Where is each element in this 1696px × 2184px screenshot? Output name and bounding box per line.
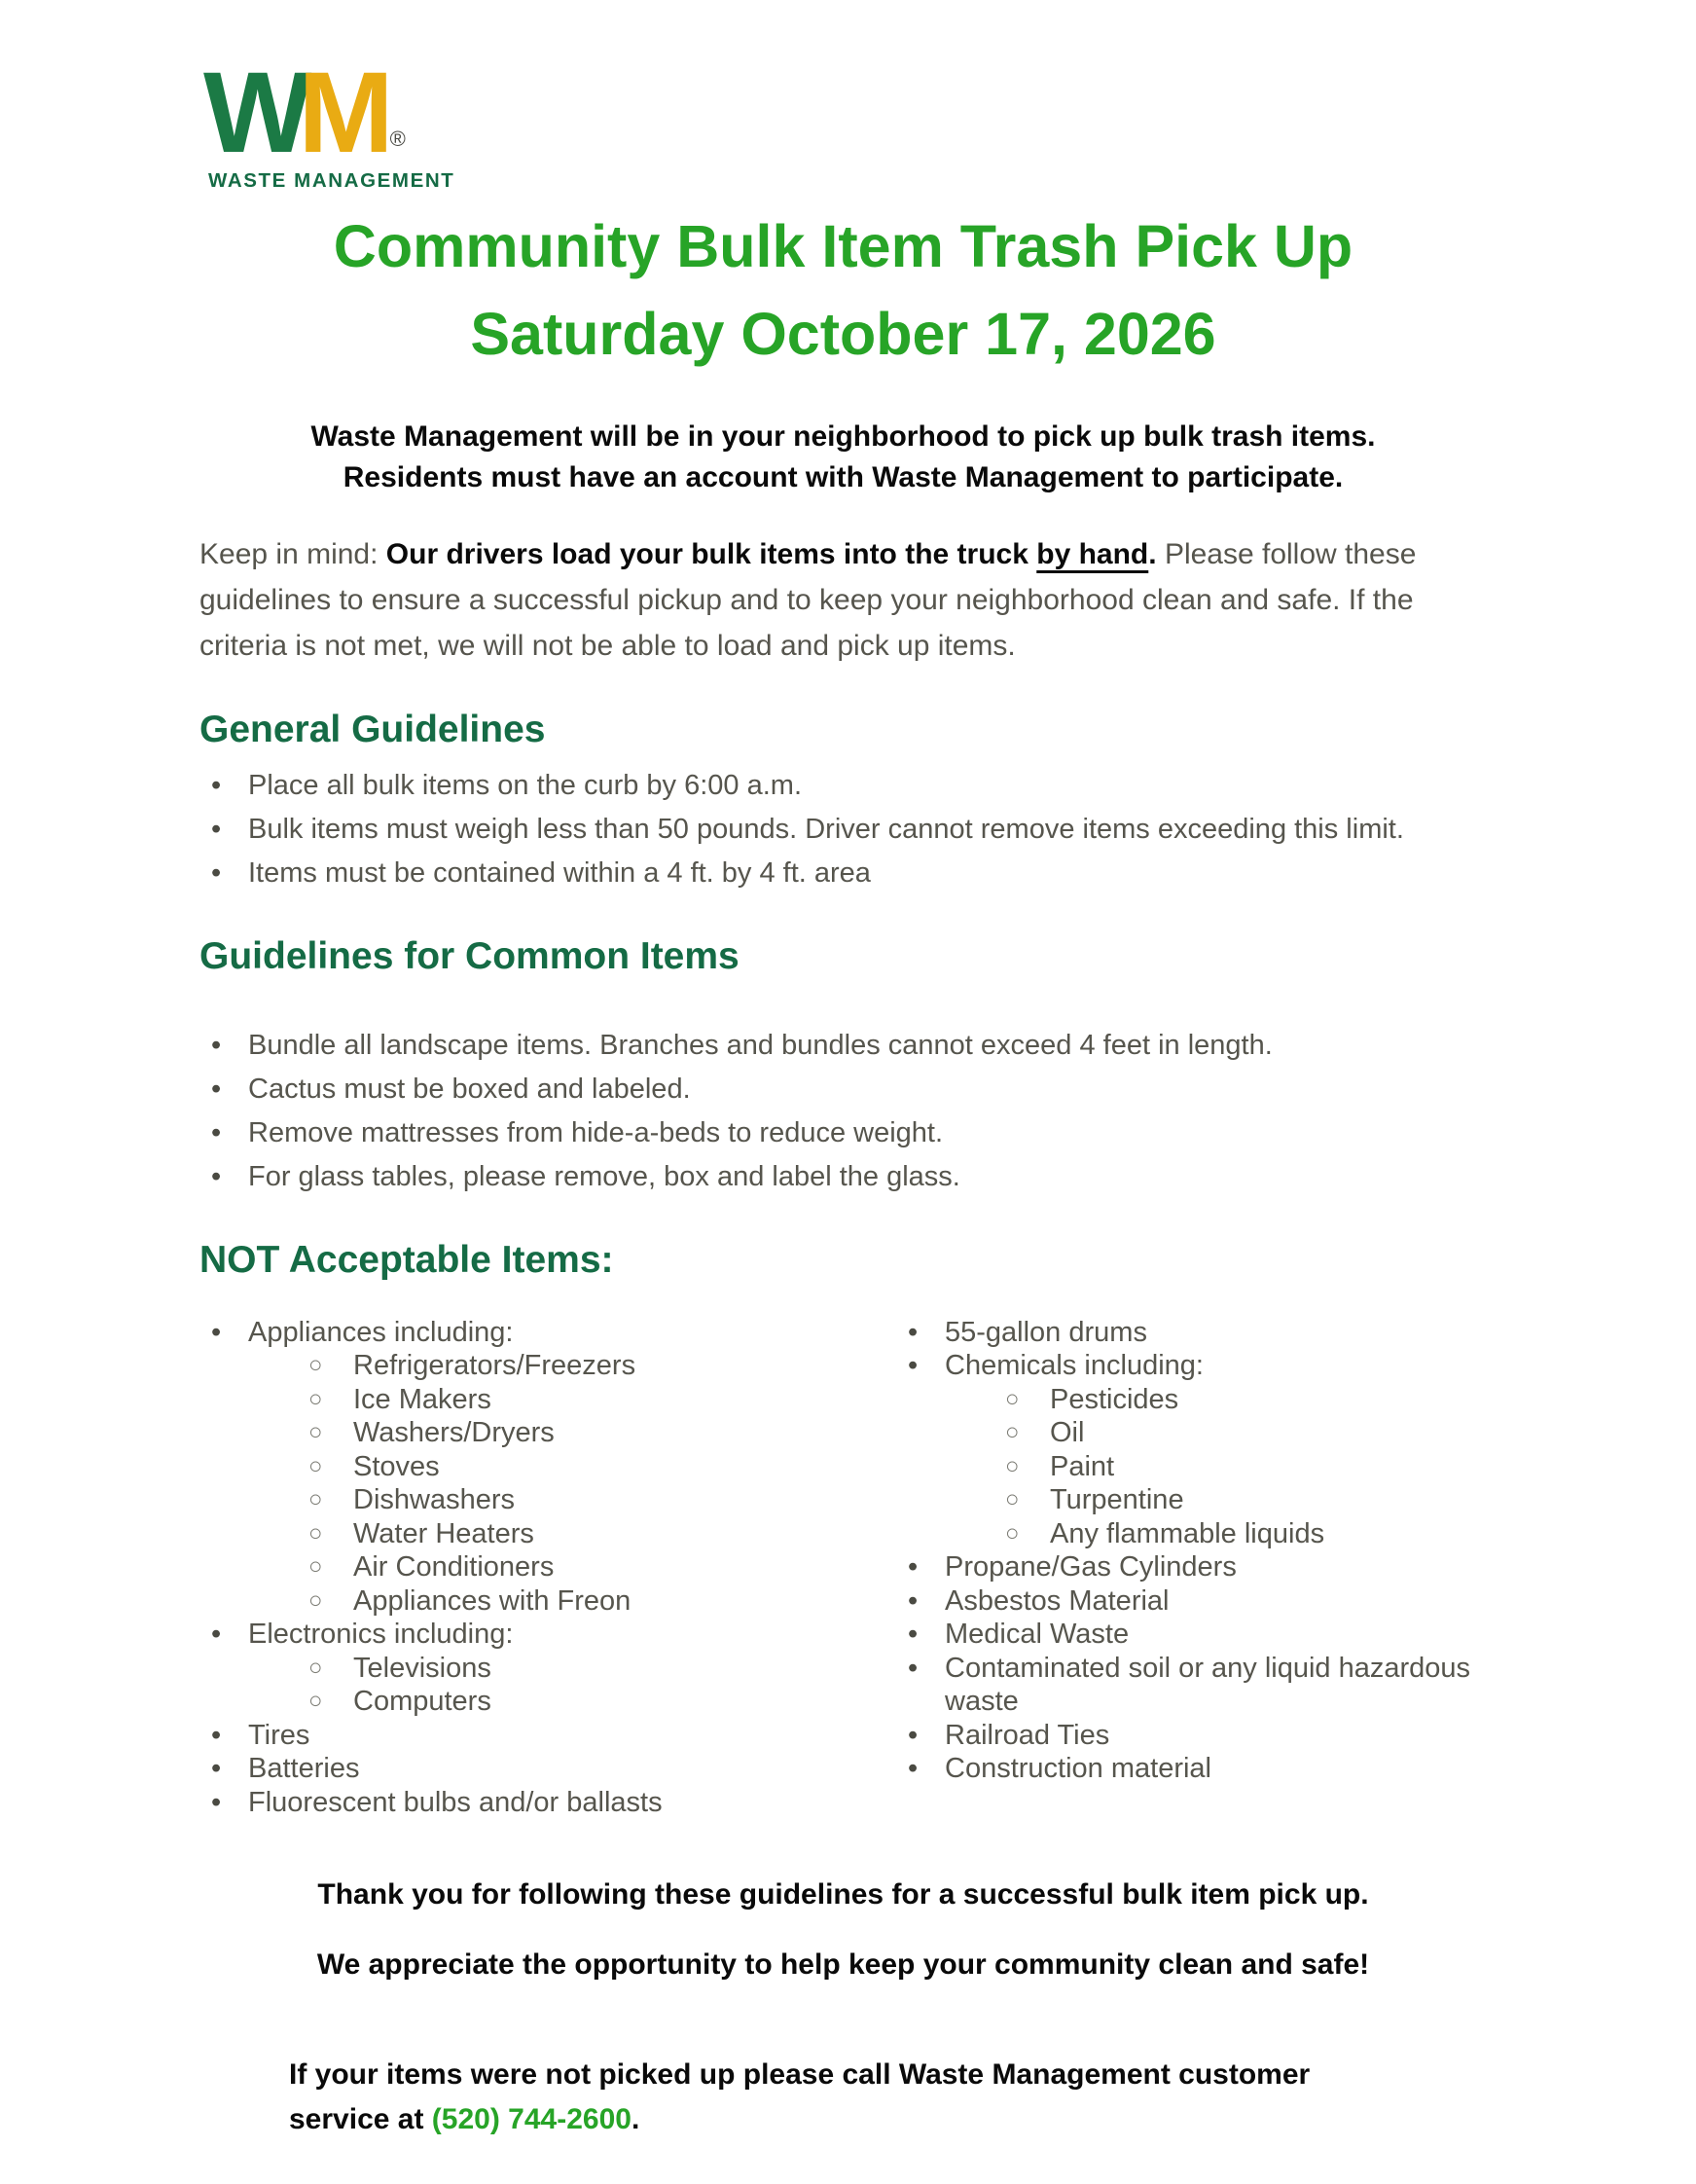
not-acceptable-right-column: [896, 1316, 1487, 1820]
contact-suffix: .: [631, 2103, 640, 2136]
list-item: • Items must be contained within a 4 ft. by 4 ft. area: [199, 852, 1487, 895]
list-item-label: Appliances including:: [248, 1316, 514, 1348]
list-item-label: Propane/Gas Cylinders: [945, 1551, 1237, 1583]
flyer-title: [199, 206, 1487, 374]
section-heading-common-items: Guidelines for Common Items: [199, 934, 740, 977]
list-item: • Place all bulk items on the curb by 6:00 a.m.: [199, 764, 1487, 808]
wm-logo-letters: [203, 49, 1487, 177]
intro-paragraph: [199, 417, 1487, 498]
list-item: • Bulk items must weigh less than 50 pounds. Driver cannot remove items exceeding this limit.: [199, 808, 1487, 852]
sub-list-item: ○ Computers: [248, 1685, 842, 1719]
contact-line-1: If your items were not picked up please call Waste Management customer: [289, 2058, 1311, 2092]
list-item: • Cactus must be boxed and labeled.: [199, 1068, 1487, 1111]
not-acceptable-left-column: [199, 1316, 842, 1820]
not-acceptable-left-list: [199, 1316, 842, 1820]
section-heading-general-guidelines: General Guidelines: [199, 708, 546, 750]
list-item: • For glass tables, please remove, box and label the glass.: [199, 1155, 1487, 1199]
sub-list-item: ○ Paint: [945, 1450, 1487, 1484]
sub-list-item: ○ Dishwashers: [248, 1483, 842, 1517]
list-item-label: Medical Waste: [945, 1619, 1130, 1651]
sub-list-item: ○ Air Conditioners: [248, 1550, 842, 1584]
sub-list-item: ○ Turpentine: [945, 1483, 1487, 1517]
list-item: [896, 1550, 1487, 1584]
list-item-label: Contaminated soil or any liquid hazardous waste: [945, 1652, 1471, 1718]
list-item-label: Batteries: [248, 1753, 360, 1785]
list-item-label: Electronics including:: [248, 1619, 514, 1651]
sub-list-item: ○ Oil: [945, 1416, 1487, 1450]
appreciate-line: We appreciate the opportunity to help keep your community clean and safe!: [316, 1948, 1370, 1982]
thank-you-line: Thank you for following these guidelines for a successful bulk item pick up.: [317, 1878, 1369, 1911]
contact-paragraph: [289, 2053, 1487, 2142]
general-guidelines-list: [199, 764, 1487, 895]
list-item: [896, 1719, 1487, 1753]
sub-list-item: ○ Any flammable liquids: [945, 1517, 1487, 1551]
logo-m-letter: M: [298, 49, 380, 177]
logo-wordmark: WASTE MANAGEMENT: [208, 168, 455, 192]
sub-list-item: ○ Televisions: [248, 1652, 842, 1686]
sub-list-item: ○ Appliances with Freon: [248, 1584, 842, 1619]
intro-line-2: Residents must have an account with Waste Management to participate.: [343, 460, 1344, 493]
list-item: [199, 1316, 842, 1619]
list-item: [199, 1752, 842, 1786]
intro-line-1: Waste Management will be in your neighborhood to pick up bulk trash items.: [310, 419, 1376, 453]
sub-list-item: ○ Refrigerators/Freezers: [248, 1349, 842, 1383]
common-items-list: [199, 1024, 1487, 1199]
list-item: [896, 1584, 1487, 1619]
keep-in-mind-prefix: Keep in mind:: [199, 537, 386, 570]
list-item: • Bundle all landscape items. Branches and bundles cannot exceed 4 feet in length.: [199, 1024, 1487, 1068]
keep-in-mind-paragraph: [199, 531, 1487, 669]
list-item-label: 55-gallon drums: [945, 1316, 1147, 1348]
sub-list-item: ○ Stoves: [248, 1450, 842, 1484]
not-acceptable-columns: [199, 1316, 1487, 1820]
phone-number: (520) 744-2600: [431, 2103, 631, 2136]
list-item-label: Railroad Ties: [945, 1719, 1110, 1751]
list-item: [896, 1652, 1487, 1719]
list-item-label: Chemicals including:: [945, 1350, 1204, 1382]
keep-in-mind-bold: Our drivers load your bulk items into the truck: [385, 537, 1037, 570]
sub-list: [945, 1383, 1487, 1551]
list-item-label: Tires: [248, 1719, 310, 1751]
list-item: • Remove mattresses from hide-a-beds to reduce weight.: [199, 1111, 1487, 1155]
keep-in-mind-underlined: by hand: [1036, 537, 1149, 570]
list-item: [199, 1786, 842, 1820]
list-item: [199, 1618, 842, 1719]
list-item: [199, 1719, 842, 1753]
list-item: [896, 1752, 1487, 1786]
logo-w-letter: W: [203, 49, 299, 177]
not-acceptable-right-list: [896, 1316, 1487, 1786]
list-item-label: Construction material: [945, 1753, 1211, 1785]
section-heading-not-acceptable: NOT Acceptable Items:: [199, 1238, 614, 1281]
sub-list: [248, 1652, 842, 1719]
list-item-label: Fluorescent bulbs and/or ballasts: [248, 1786, 663, 1818]
title-line-2: Saturday October 17, 2026: [470, 300, 1216, 367]
wm-logo: [203, 49, 1487, 193]
sub-list-item: ○ Washers/Dryers: [248, 1416, 842, 1450]
registered-trademark-icon: ®: [389, 127, 406, 151]
sub-list-item: ○ Ice Makers: [248, 1383, 842, 1417]
keep-in-mind-period: .: [1148, 537, 1165, 570]
list-item: [896, 1316, 1487, 1350]
sub-list-item: ○ Water Heaters: [248, 1517, 842, 1551]
list-item-label: Asbestos Material: [945, 1584, 1170, 1617]
keep-in-mind-rest: Please follow these guidelines to ensure a successful pickup and to keep your neighborhood clean and safe. If the criteria is not met, we will not be able to load and pick up items.: [199, 537, 1417, 662]
contact-line-2-prefix: service at: [289, 2103, 432, 2136]
title-line-1: Community Bulk Item Trash Pick Up: [333, 212, 1353, 279]
sub-list-item: ○ Pesticides: [945, 1383, 1487, 1417]
list-item: [896, 1349, 1487, 1550]
sub-list: [248, 1349, 842, 1618]
list-item: [896, 1618, 1487, 1652]
